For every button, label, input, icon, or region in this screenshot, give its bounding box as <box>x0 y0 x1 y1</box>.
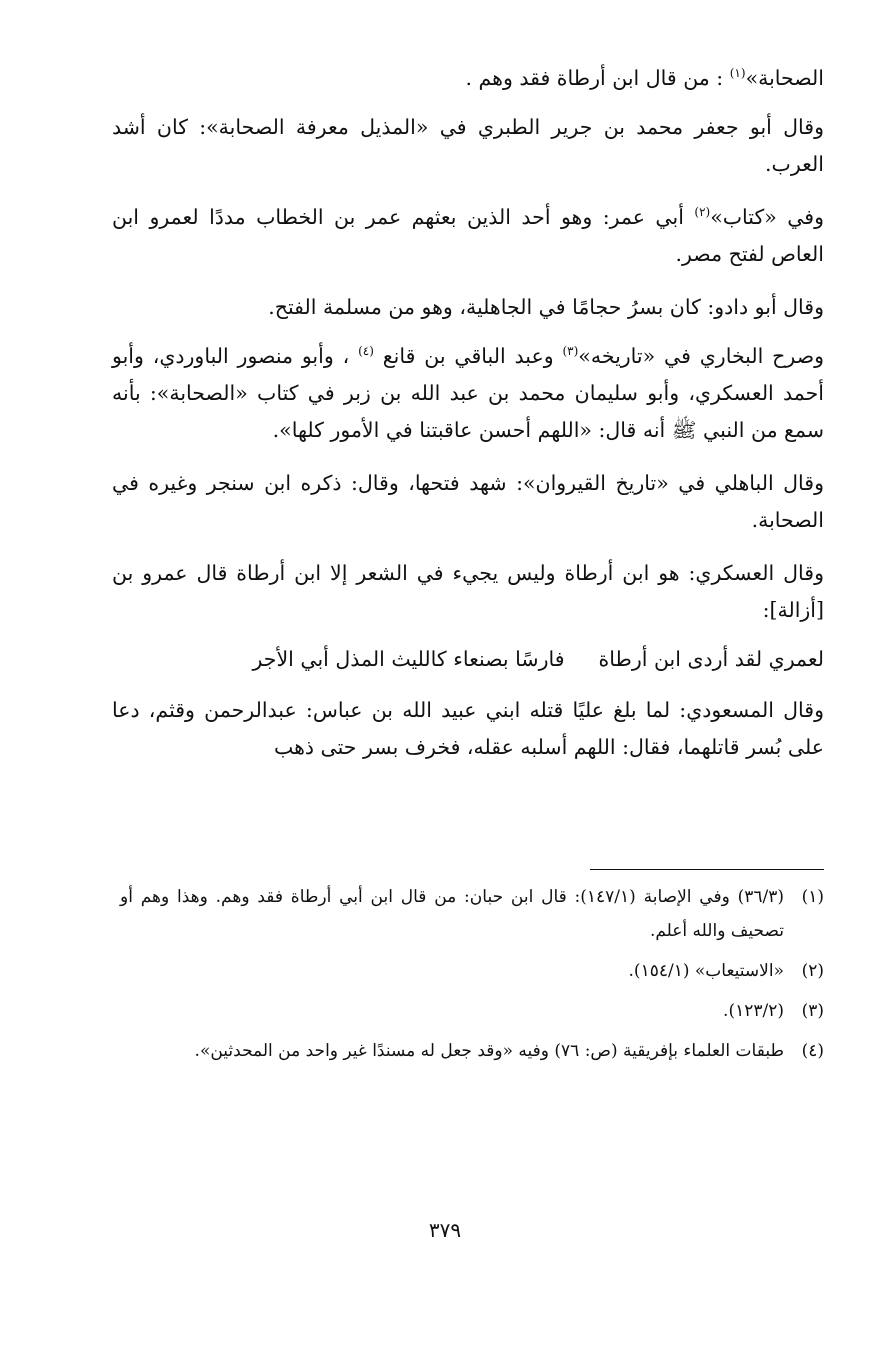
footnote-2 <box>120 954 824 988</box>
paragraph-7: وقال العسكري: هو ابن أرطاة وليس يجيء في الشعر إلا ابن أرطاة قال عمرو بن [أزالة]: <box>112 561 824 622</box>
poetry-verse <box>112 641 824 678</box>
paragraph-3-after: أبي عمر: وهو أحد الذين بعثهم عمر بن الخطاب مددًا لعمرو ابن العاص لفتح مصر. <box>112 205 824 266</box>
footnote-number: (٣) <box>801 1001 824 1021</box>
footnote-ref-3: (٣) <box>562 344 579 359</box>
page-number: ٣٧٩ <box>428 1218 462 1242</box>
paragraph-1 <box>112 60 824 97</box>
footnote-number: (٤) <box>801 1041 824 1061</box>
footnote-ref-2: (٢) <box>694 205 711 220</box>
footnote-1 <box>120 880 824 948</box>
paragraph-1-before: الصحابة» <box>745 66 824 90</box>
main-text <box>112 60 824 782</box>
footnote-3 <box>120 994 824 1028</box>
footnote-ref-1: (١) <box>729 66 746 81</box>
footnote-separator <box>590 869 824 870</box>
verse-first-hemistich: لعمري لقد أردى ابن أرطاة <box>598 647 824 671</box>
footnote-text: (٣٦/٣) وفي الإصابة (١٤٧/١): قال ابن حبان: من قال ابن أبي أرطاة فقد وهم. وهذا وهم أو تصحيف والله أعلم. <box>120 887 784 941</box>
paragraph-2: وقال أبو جعفر محمد بن جرير الطبري في «المذيل معرفة الصحابة»: كان أشد العرب. <box>112 115 824 176</box>
paragraph-5-after: ، وأبو منصور الباوردي، وأبو أحمد العسكري، وأبو سليمان محمد بن عبد الله بن زبر في كتاب «الصحابة»: بأنه سمع من النبي ﷺ أنه قال: «اللهم أحسن عاقبتنا في الأمور كلها». <box>112 344 824 442</box>
paragraph-4: وقال أبو دادو: كان بسرُ حجامًا في الجاهلية، وهو من مسلمة الفتح. <box>268 295 824 319</box>
footnote-ref-4: (٤) <box>358 344 374 359</box>
paragraph-3-before: وفي «كتاب» <box>710 205 825 229</box>
paragraph-5 <box>112 338 824 449</box>
paragraph-1-after: : من قال ابن أرطاة فقد وهم . <box>465 66 730 90</box>
footnote-4 <box>120 1034 824 1068</box>
paragraph-5-before: وصرح البخاري في «تاريخه» <box>578 344 825 368</box>
paragraph-3 <box>112 199 824 273</box>
footnote-text: «الاستيعاب» (١٥٤/١). <box>628 961 784 981</box>
verse-second-hemistich: فارسًا بصنعاء كالليث المذل أبي الأجر <box>252 647 565 671</box>
footnote-number: (٢) <box>801 961 824 981</box>
footnotes <box>120 880 824 1074</box>
closing-paragraph: وقال المسعودي: لما بلغ عليًا قتله ابني عبيد الله بن عباس: عبدالرحمن وقثم، دعا على بُسر قاتلهما، فقال: اللهم أسلبه عقله، فخرف بسر حتى ذهب <box>112 698 824 759</box>
footnote-number: (١) <box>801 887 824 907</box>
footnote-text: (١٢٣/٢). <box>723 1001 784 1021</box>
footnote-text: طبقات العلماء بإفريقية (ص: ٧٦) وفيه «وقد جعل له مسندًا غير واحد من المحدثين». <box>194 1041 784 1061</box>
paragraph-5-mid: وعبد الباقي بن قانع <box>373 344 563 368</box>
paragraph-6: وقال الباهلي في «تاريخ القيروان»: شهد فتحها، وقال: ذكره ابن سنجر وغيره في الصحابة. <box>112 471 824 532</box>
